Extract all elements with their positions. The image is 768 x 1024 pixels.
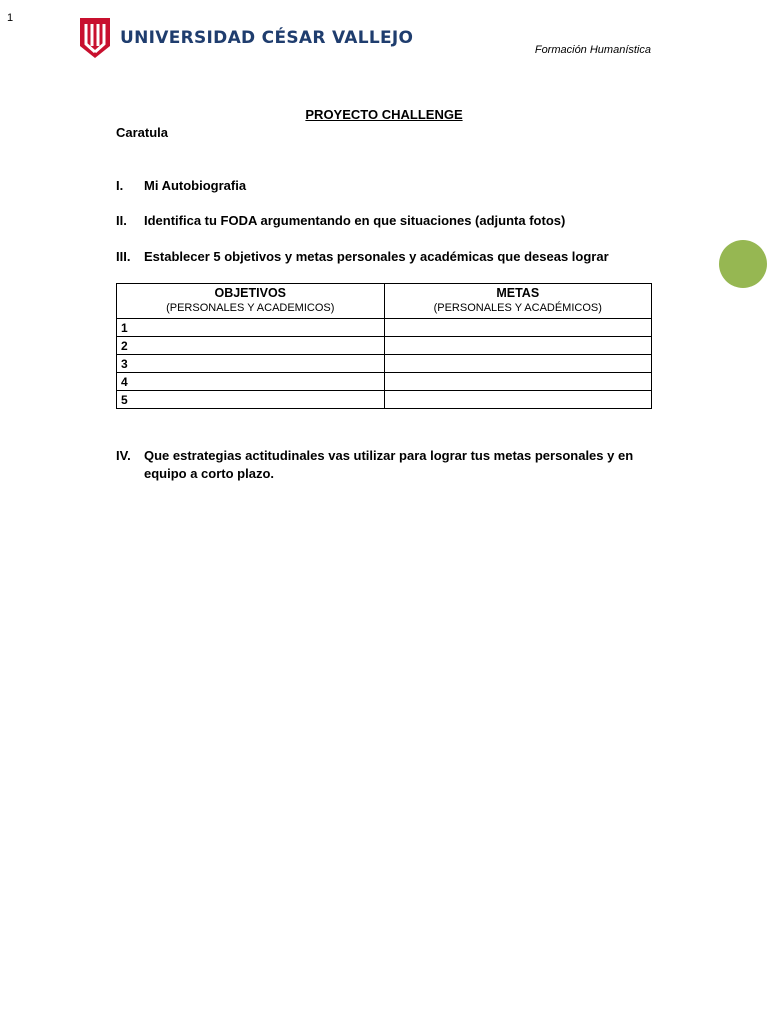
table-row	[117, 337, 652, 355]
logo-text: UNIVERSIDAD CÉSAR VALLEJO	[120, 27, 414, 48]
caratula-label: Caratula	[116, 125, 169, 140]
objetivos-subtitle: (PERSONALES Y ACADEMICOS)	[166, 302, 335, 314]
section-number: II.	[116, 213, 127, 228]
metas-cell[interactable]	[384, 391, 652, 409]
row-number: 3	[117, 355, 385, 373]
row-number: 4	[117, 373, 385, 391]
section-number: IV.	[116, 448, 131, 463]
university-shield-icon	[78, 16, 112, 60]
objectives-table	[116, 283, 652, 409]
section-text: Mi Autobiografia	[144, 178, 247, 193]
metas-cell[interactable]	[384, 319, 652, 337]
document-title: PROYECTO CHALLENGE	[305, 107, 463, 122]
row-number: 5	[117, 391, 385, 409]
section-text: Establecer 5 objetivos y metas personales y académicas que deseas lograr	[144, 249, 609, 264]
metas-title: METAS	[496, 286, 540, 300]
table-row	[117, 319, 652, 337]
table-row	[117, 373, 652, 391]
section-number: III.	[116, 249, 131, 264]
section-number: I.	[116, 178, 124, 193]
row-number: 2	[117, 337, 385, 355]
header-subtitle: Formación Humanística	[534, 44, 651, 56]
green-circle-decoration	[719, 240, 767, 288]
row-number: 1	[117, 319, 385, 337]
university-logo	[78, 16, 413, 60]
section-item-3	[116, 248, 652, 266]
metas-cell[interactable]	[384, 355, 652, 373]
section-item-2	[116, 212, 652, 230]
metas-cell[interactable]	[384, 373, 652, 391]
section-text: Que estrategias actitudinales vas utilizar para lograr tus metas personales y en equipo a corto plazo.	[144, 448, 634, 481]
metas-subtitle: (PERSONALES Y ACADÉMICOS)	[433, 302, 602, 314]
metas-header	[384, 284, 652, 319]
objetivos-header	[117, 284, 385, 319]
section-text: Identifica tu FODA argumentando en que situaciones (adjunta fotos)	[144, 213, 566, 228]
section-item-4	[116, 447, 652, 483]
table-row	[117, 355, 652, 373]
table-row	[117, 391, 652, 409]
section-item-1	[116, 177, 652, 195]
metas-cell[interactable]	[384, 337, 652, 355]
objetivos-title: OBJETIVOS	[214, 286, 287, 300]
page-number: 1	[7, 12, 14, 24]
